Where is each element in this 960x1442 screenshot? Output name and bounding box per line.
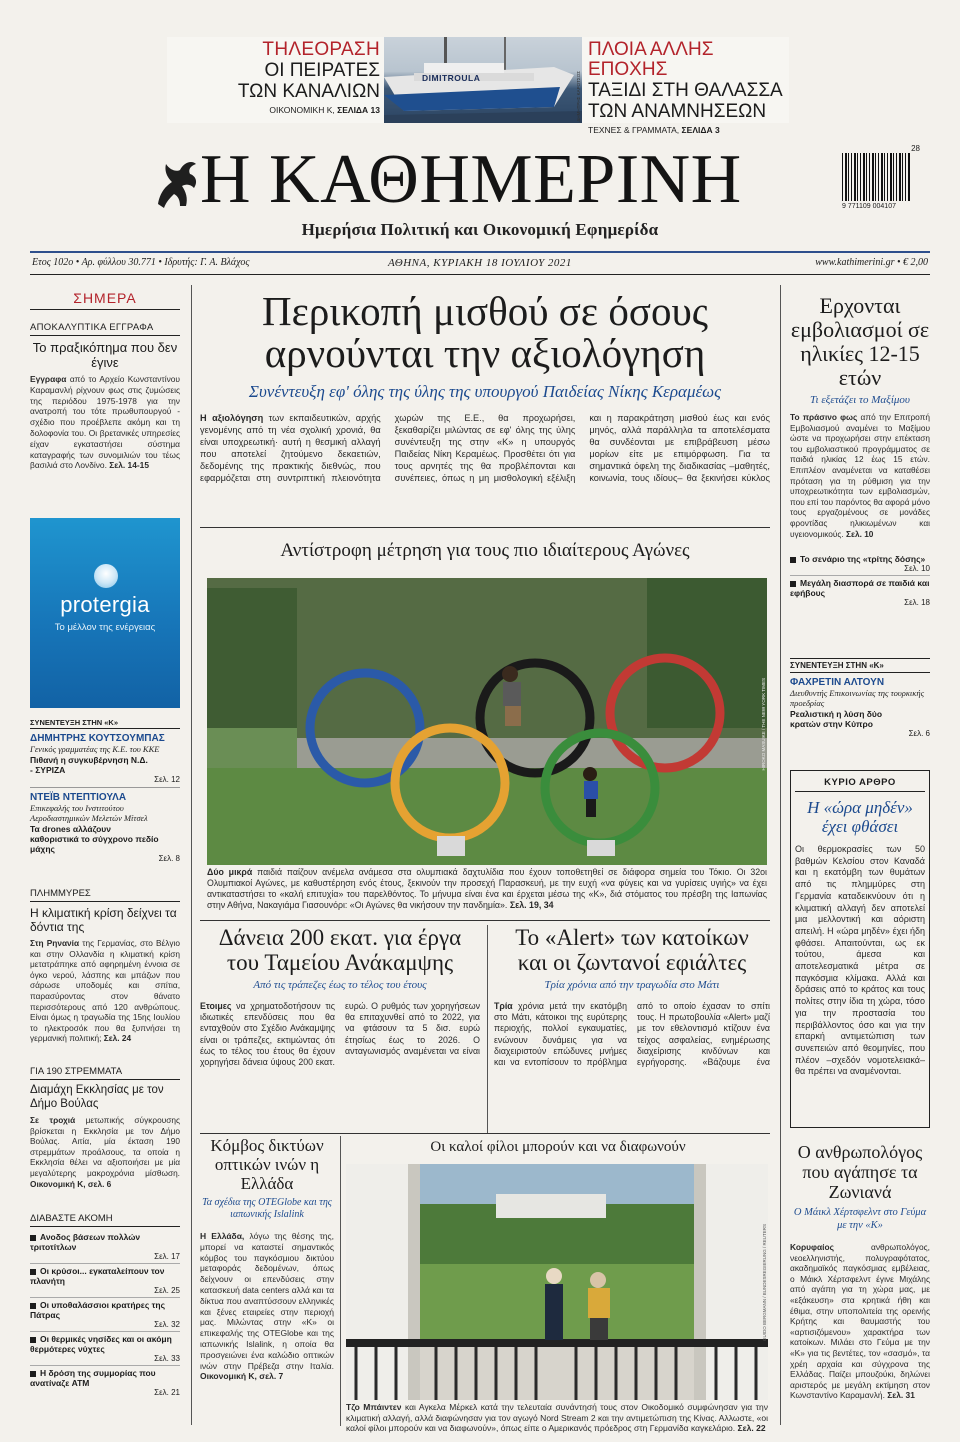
story2-title: Η κλιματική κρίση δείχνει τα δόντια της	[30, 906, 177, 934]
teaser-right-title-2: ΤΩΝ ΑΝΑΜΝΗΣΕΩΝ	[588, 101, 767, 122]
sidebar-divider	[191, 285, 192, 1425]
lead-title-2: αρνούνται την αξιολόγηση	[264, 330, 706, 376]
vaccine-bullet[interactable]	[790, 552, 930, 576]
square-bullet-icon	[30, 1303, 36, 1309]
sidebar	[30, 290, 180, 310]
olympics-credit: HIROKO MASUIKE / THE NEW YORK TIMES	[761, 678, 766, 771]
alert-title-2: και οι ζωντανοί εφιάλτες	[517, 950, 747, 975]
iv-divider	[30, 787, 180, 788]
square-bullet-icon	[790, 557, 796, 563]
more-item[interactable]	[30, 1366, 180, 1399]
editorial-body: Οι θερμοκρασίες των 50 βαθμών Κελσίου στον Καναδά και η εκατόμβη των θυμάτων από τις πλημμύρες στη Γερμανία καταδεικνύουν ότι η κλιματική αλλαγή δεν αποτελεί μια μελλοντική και αόριστη απειλή. Η «ώρα μηδέν» έχει ήδη φθάσει. Απαιτούνται, ως εκ τούτου, άμεσα και αποτελεσματικά μέτρα σε παγκόσμια κλίμακα. Αλλά και δράσεις από το κράτος και τους πολίτες στην ίδια τη χώρα, τόσο για την προστασία του περιβάλλοντος όσο και για την επαρκή αντιμετώπιση των συνεπειών από θεομηνίες, που πλέον –σχεδόν νομοτελειακά– θα πρέπει να αναμένονται.	[795, 844, 925, 1077]
iv1-quote: Πιθανή η συγκυβέρνηση Ν.Δ. - ΣΥΡΙΖΑ	[30, 755, 148, 775]
masthead-rule-bottom	[30, 274, 930, 275]
lead-story[interactable]	[200, 290, 770, 490]
iv-right-name: ΦΑΧΡΕΤΙΝ ΑΛΤΟΥΝ	[790, 677, 885, 688]
fiber-body: Η Ελλάδα, λόγω της θέσης της, μπορεί να καταστεί σημαντικός κόμβος του παγκόσμιου δικτύου μεταφοράς δεδομένων, όπως δείχνουν οι επενδύσεις στην κατασκευή data centers αλλά και τα δίκτυα που αναπτύσσουν ελληνικές και ξένες εταιρείες στην περιοχή μας. Μιλώντας στην «Κ» οι επικεφαλής της OTEGlobe και της ιαπωνικής Islalink, η οποία θα προσγειώνει ένα καλώδιο οπτικών ινών στην Πρέβεζα στην Ιταλία. Οικονομική Κ, σελ. 7	[200, 1231, 334, 1382]
sidebar-today: ΣΗΜΕΡΑ	[30, 290, 180, 310]
story3-kicker: ΓΙΑ 190 ΣΤΡΕΜΜΑΤΑ	[30, 1066, 180, 1080]
more-list	[30, 1230, 180, 1399]
loans-title-1: Δάνεια 200 εκατ. για έργα	[218, 925, 462, 950]
lower-rule	[200, 1133, 770, 1134]
masthead-rule-top	[30, 251, 930, 253]
vaccine-subtitle: Τι εξετάζει το Μαξίμου	[810, 394, 910, 406]
more-item[interactable]	[30, 1332, 180, 1366]
editorial[interactable]	[790, 770, 930, 1128]
griffin-logo	[150, 152, 202, 212]
protergia-ad[interactable]	[30, 518, 180, 708]
teaser-right-kicker: ΠΛΟΙΑ ΑΛΛΗΣ ΕΠΟΧΗΣ	[588, 39, 714, 80]
iv2-name: ΝΤΕΪΒ ΝΤΕΠΤΙΟΥΛΑ	[30, 792, 127, 803]
loans-body: Ετοιμες να χρηματοδοτήσουν τις ιδιωτικές επενδύσεις που θα ενταχθούν στο Σχέδιο Ανάκαμψης είναι οι τράπεζες, εκτιμώντας ότι έως το τέλος του έτους θα έχουν χορηγήσει δάνεια ύψους 200 εκατ. ευρώ. Ο ρυθμός των χορηγήσεων θα επιταχυνθεί από το 2022, για να φτάσουν τα 5 δισ. ευρώ έτησίως έως το 2026. Ο ανταγωνισμός αναμένεται να είναι	[200, 1001, 480, 1068]
info-left: Ετος 102ο • Αρ. φύλλου 30.771 • Ιδρυτής: Γ. Α. Βλάχος	[32, 257, 250, 268]
teaser-left-title-2: ΤΩΝ ΚΑΝΑΛΙΩΝ	[237, 81, 380, 102]
more-item-ref: Σελ. 32	[154, 1320, 180, 1329]
iv1-name: ΔΗΜΗΤΡΗΣ ΚΟΥΤΣΟΥΜΠΑΣ	[30, 733, 165, 744]
iv-right-quote: Ρεαλιστική η λύση δύο κρατών στην Κύπρο	[790, 709, 883, 729]
protergia-shell-icon	[94, 564, 118, 588]
white-house-illustration	[346, 1164, 768, 1400]
lead-body: Η αξιολόγηση των εκπαιδευτικών, αρχής γενομένης από τη νέα σχολική χρονιά, θα είναι υποχρεωτική· αυτή η θεσμική αλλαγή που αποτελεί ζητούμενο δεκαετιών, δεδομένης της πρακτικής διεθνώς, που εφαρμόζεται στη συντριπτική πλειονότητα χωρών της Ε.Ε., θα προχωρήσει, ξεκαθαρίζει μιλώντας σε εφ' όλης της ύλης συνέντευξη της στην «Κ» η υπουργός Παιδείας Νίκη Κεραμέως. Προσθέτει ότι για τους αρνητές της θα προβλέπονται και συνέπειες, όπως η μη μισθολογική εξέλιξη και η παρακράτηση μισθού έως και ενός μηνός, αλλά παράλληλα τα αποτελέσματα θα συνδέονται με επιβράβευση μέσω μορίων είτε με επιμόρφωση. Για τα σημαντικά όφελη της διαδικασίας –μαθητές, κοινωνία, τους ιδίους– θα ξεκινήσει κύκλος	[200, 413, 770, 483]
alert-title-1: Το «Alert» των κατοίκων	[515, 925, 749, 950]
iv2-ref: Σελ. 8	[158, 854, 180, 863]
olympics-headline: Αντίστροφη μέτρηση για τους πιο ιδιαίτερους Αγώνες	[280, 540, 690, 561]
story2-kicker: ΠΛΗΜΜΥΡΕΣ	[30, 888, 180, 902]
friends-photo	[346, 1164, 768, 1400]
right-col-divider	[780, 285, 781, 1425]
anthro-story[interactable]	[790, 1142, 930, 1412]
friends-caption: Τζο Μπάιντεν και Αγκελα Μέρκελ κατά την τελευταία συνάντησή τους στον Οικοδομικό συμφώνησαν για την κλιματική αλλαγή, αλλά διαφώνησαν για τον αγωγό Nord Stream 2 και την αντιμετώπιση της Κίνας. Αλλωστε, «οι καλοί φίλοι μπορούν και να διαφωνούν», όπως είπε ο Αμερικανός πρόεδρος στη Γερμανίδα καγκελάριο. Σελ. 22	[346, 1402, 768, 1433]
masthead-subtitle: Ημερήσια Πολιτική και Οικονομική Εφημερίδα	[301, 220, 659, 239]
story1-title: Το πραξικόπημα που δεν έγινε	[32, 340, 178, 370]
protergia-tagline: Το μέλλον της ενέργειας	[54, 622, 156, 633]
more-item[interactable]	[30, 1264, 180, 1298]
vaccine-bullet[interactable]	[790, 576, 930, 609]
mid-rule	[200, 920, 770, 921]
iv2-role: Επικεφαλής του Ινστιτούτου Αεροδιαστημικών Μελετών Μίτσελ	[30, 803, 148, 823]
alert-body: Τρία χρόνια μετά την εκατόμβη στο Μάτι, κάτοικοι της ευρύτερης περιοχής, πολλοί εγκαυματίες, ενώνουν δυνάμεις για να διαχειριστούν επώδυνες μνήμες και να εντοπίσουν το πρόβλημα από το οποίο έχασαν το σπίτι τους. Η πρωτοβουλία «Alert» μαζί με τον εθελοντισμό κτίζουν ένα τείχος ασφαλείας, ενημέρωσης διαχείρισης κινδύνων και εγρήγορσης. «Βάζουμε ένα	[494, 1001, 770, 1068]
more-item-ref: Σελ. 33	[154, 1354, 180, 1363]
teaser-right[interactable]	[588, 39, 788, 135]
info-right: www.kathimerini.gr • € 2,00	[815, 257, 928, 268]
vaccine-bullet-text: Το σενάριο της «τρίτης δόσης»	[790, 554, 930, 564]
editorial-kicker: ΚΥΡΙΟ ΑΡΘΡΟ	[795, 777, 925, 792]
teaser-right-ref: ΤΕΧΝΕΣ & ΓΡΑΜΜΑΤΑ, ΣΕΛΙΔΑ 3	[588, 125, 720, 135]
ship-credit: ΔΗΜΗΤΡΗΣ ΚΑΡΟΤΣΟΣ	[576, 71, 581, 122]
story3-body: Σε τροχιά μετωπικής σύγκρουσης βρίσκεται η Εκκλησία με τον Δήμο Βούλας. Αιτία, μία έκταση 190 στρεμμάτων προάλσους, τα οποία η Εκκλησία θέλει να αξιοποιήσει με μία μεγαλύτερης μακροχρόνια μίσθωση. Οικονομική Κ, σελ. 6	[30, 1115, 180, 1189]
more-item-ref: Σελ. 21	[154, 1388, 180, 1397]
alert-subtitle: Τρία χρόνια από την τραγωδία στο Μάτι	[544, 979, 720, 991]
friends-credit: GUIDO BERGMANN / BUNDESREGIERUNG / REUTERS	[762, 1224, 767, 1342]
vaccine-title: Ερχονται εμβολιασμοί σε ηλικίες 12-15 ετών	[790, 293, 930, 390]
square-bullet-icon	[30, 1269, 36, 1275]
sidebar-interviews[interactable]	[30, 718, 180, 863]
lead-subtitle: Συνέντευξη εφ' όλης της ύλης της υπουργού Παιδείας Νίκης Κεραμέως	[248, 382, 722, 401]
sidebar-story-3[interactable]	[30, 1066, 180, 1191]
masthead-title: Η ΚΑΘΗΜΕΡΙΝΗ	[200, 141, 742, 218]
story1-kicker: ΑΠΟΚΑΛΥΠΤΙΚΑ ΕΓΓΡΑΦΑ	[30, 322, 180, 336]
teaser-left-ref: ΟΙΚΟΝΟΜΙΚΗ Κ, ΣΕΛΙΔΑ 13	[269, 105, 380, 115]
story1-body: Εγγραφα από το Αρχείο Κωνσταντίνου Καραμανλή ρίχνουν φως στις ζυμώσεις της περιόδου 1975-1978 για την ανατροπή του τότε πρωθυπουργού - σχέδιο που προέβλεπε ακόμη και τη δολοφονία του. Οι βρετανικές υπηρεσίες είχαν εγκαταστήσει σύστημα καταγραφής των συνομιλιών του τέως βασιλιά στο Λονδίνο. Σελ. 14-15	[30, 374, 180, 470]
olympics-photo	[207, 578, 767, 865]
square-bullet-icon	[30, 1371, 36, 1377]
loans-subtitle: Από τις τράπεζες έως το τέλος του έτους	[253, 979, 427, 991]
barcode-number: 9 771109 004107	[842, 203, 896, 210]
olympic-rings-illustration	[207, 578, 767, 865]
editorial-title: Η «ώρα μηδέν» έχει φθάσει	[807, 798, 913, 836]
vaccine-story[interactable]	[790, 294, 930, 609]
teaser-left[interactable]	[170, 40, 380, 122]
loans-title-2: του Ταμείου Ανάκαμψης	[226, 950, 454, 975]
more-item-text: Οι κρύσοι... εγκαταλείπουν τον πλανήτη	[30, 1266, 165, 1286]
olympics-rule	[200, 527, 770, 528]
more-item[interactable]	[30, 1230, 180, 1264]
teaser-left-title-1: ΟΙ ΠΕΙΡΑΤΕΣ	[264, 60, 380, 81]
fiber-divider	[340, 1136, 341, 1426]
iv-right-role: Διευθυντής Επικοινωνίας της τουρκικής προεδρίας	[790, 688, 925, 708]
iv1-ref: Σελ. 12	[154, 775, 180, 784]
info-date: ΑΘΗΝΑ, ΚΥΡΙΑΚΗ 18 ΙΟΥΛΙΟΥ 2021	[388, 257, 572, 269]
protergia-brand: protergia	[60, 592, 150, 617]
sidebar-story-1[interactable]	[30, 322, 180, 470]
barcode	[842, 144, 920, 218]
vaccine-bullet-ref: Σελ. 10	[904, 564, 930, 573]
vaccine-body: Το πράσινο φως από την Επιτροπή Εμβολιασμού αναμένει το Μαξίμου ώστε να προχωρήσει στην επέκταση του εμβολιαστικού προγράμματος σε παιδιά ηλικίας 12 έως 15 ετών. Επιπλέον αναμένεται να καταθέσει πρόταση για τη ρύθμιση για την υποχρεωτικότητα των εμβολιασμών, που επί του παρόντος θα αφορά μόνο τους εργαζομένους σε μονάδες φροντίδας ηλικιωμένων και υγειονομικούς. Σελ. 10	[790, 412, 930, 539]
fiber-story[interactable]	[200, 1136, 334, 1407]
fiber-subtitle: Τα σχέδια της OTEGlobe και της ιαπωνικής Islalink	[202, 1197, 332, 1220]
more-item-text: Οι θερμικές νησίδες και οι ακόμη θερμότερες νύχτες	[30, 1334, 172, 1354]
iv1-role: Γενικός γραμματέας της Κ.Ε. του ΚΚΕ	[30, 744, 160, 754]
iv-right-ref: Σελ. 6	[908, 729, 930, 738]
barcode-issue: 28	[911, 144, 920, 153]
anthro-title: Ο ανθρωπολόγος που αγάπησε τα Ζωνιανά	[797, 1142, 923, 1202]
square-bullet-icon	[790, 581, 796, 587]
more-item-text: Ανοδος βάσεων πολλών τριτοτίτλων	[30, 1232, 141, 1252]
ship-name: DIMITROULA	[422, 73, 481, 83]
more-item-text: Η δρόση της συμμορίας που ανατίναζε ATM	[30, 1368, 156, 1388]
sidebar-more	[30, 1213, 180, 1399]
lead-title-1: Περικοπή μισθού σε όσους	[262, 288, 708, 334]
more-item[interactable]	[30, 1298, 180, 1332]
loans-divider	[487, 925, 488, 1133]
iv-right-kicker: ΣΥΝΕΝΤΕΥΞΗ ΣΤΗΝ «Κ»	[790, 658, 930, 673]
story3-title: Διαμάχη Εκκλησίας με τον Δήμο Βούλας	[30, 1084, 164, 1110]
anthro-subtitle: Ο Μάικλ Χέρτσφελντ στο Γεύμα με την «Κ»	[793, 1207, 927, 1231]
iv-kicker: ΣΥΝΕΝΤΕΥΞΗ ΣΤΗΝ «Κ»	[30, 718, 180, 729]
loans-story[interactable]	[200, 925, 480, 1073]
more-item-text: Οι υποθαλάσσιοι κρατήρες της Πάτρας	[30, 1300, 166, 1320]
teaser-left-kicker: ΤΗΛΕΟΡΑΣΗ	[262, 39, 380, 60]
square-bullet-icon	[30, 1337, 36, 1343]
anthro-body: Κορυφαίος ανθρωπολόγος, νεοελληνιστής, πολυγραφότατος, ακαδημαϊκός παγκόσμιας εμβέλειας, ο Μάικλ Χέρτσφελντ έγινε Μιχάλης από αγάπη για τη χώρα μας, με «εξάκευση» στα κρητικά ήθη και έθιμα, στην υποπολιτεία της ορεινής Κρήτης και θαυμαστής του «αρτισιζόμενου» χαρακτήρα των κατοίκων. Μιλάει στο Γεύμα με την «Κ» για τις βεντέτες, τον «σασμό», τα χρέη αρχαία και σύγχρονα της Ελλάδας. Παίζει μπουζούκι, δηλώνει αριστερός με μεγάλη εκτίμηση στον Κωνσταντίνο Καραμανλή. Σελ. 31	[790, 1242, 930, 1401]
barcode-bars	[842, 153, 910, 201]
vaccine-bullet-ref: Σελ. 18	[904, 598, 930, 607]
more-item-ref: Σελ. 17	[154, 1252, 180, 1261]
interview-right[interactable]	[790, 658, 930, 738]
vaccine-bullet-text: Μεγάλη διασπορά σε παιδιά και εφήβους	[790, 578, 930, 598]
vaccine-bullets	[790, 552, 930, 609]
story2-body: Στη Ρηνανία της Γερμανίας, στο Βέλγιο και στην Ολλανδία η κλιματική κρίση μετατράπηκε από αφηρημένη έννοια σε όγκο νερού, λάσπης και μπάζων που σάρωσε υποδομές και σπίτια, παρασύροντας στον θάνατο περισσότερους από 120 ανθρώπους. Είναι όμως η τραγωδία της 15ης Ιουλίου το ηλεκτροσόκ που θα ξυπνήσει τη γερμανική πολιτική; Σελ. 24	[30, 938, 180, 1044]
more-item-ref: Σελ. 25	[154, 1286, 180, 1295]
olympics-caption: Δύο μικρά παιδιά παίζουν ανέμελα ανάμεσα στα ολυμπιακά δαχτυλίδια που έχουν τοποθετηθεί σε διάφορα σημεία του Τόκιο. Οι 32οι Ολυμπιακοί Αγώνες, με καθυστέρηση ενός έτους, ξεκινούν την προσεχή Παρασκευή, με την ευχή «να φύγεις και να γυρίσεις υγιής» να έχει αντικαταστήσει το «καλή επιτυχία» του παρελθόντος. Το μήνυμα είναι ένα και έρχεται μέσω της «Κ», διά στόματος του πρέσβη της Ιαπωνίας στην Αθήνα, Νακαγιάμα Γιασουνόρι: «Οι Αγώνες θα νικήσουν την πανδημία». Σελ. 19, 34	[207, 867, 767, 910]
iv2-quote: Τα drones αλλάζουν καθοριστικά το σύγχρονο πεδίο μάχης	[30, 824, 159, 854]
more-kicker: ΔΙΑΒΑΣΤΕ ΑΚΟΜΗ	[30, 1213, 180, 1227]
teaser-right-title-1: ΤΑΞΙΔΙ ΣΤΗ ΘΑΛΑΣΣΑ	[588, 80, 783, 101]
ship-illustration	[384, 37, 582, 123]
alert-story[interactable]	[494, 925, 770, 1073]
friends-headline: Οι καλοί φίλοι μπορούν και να διαφωνούν	[430, 1139, 686, 1155]
ship-photo	[384, 37, 582, 123]
sidebar-story-2[interactable]	[30, 888, 180, 1056]
square-bullet-icon	[30, 1235, 36, 1241]
griffin-icon	[150, 152, 202, 212]
fiber-title: Κόμβος δικτύων οπτικών ινών η Ελλάδα	[210, 1136, 324, 1193]
